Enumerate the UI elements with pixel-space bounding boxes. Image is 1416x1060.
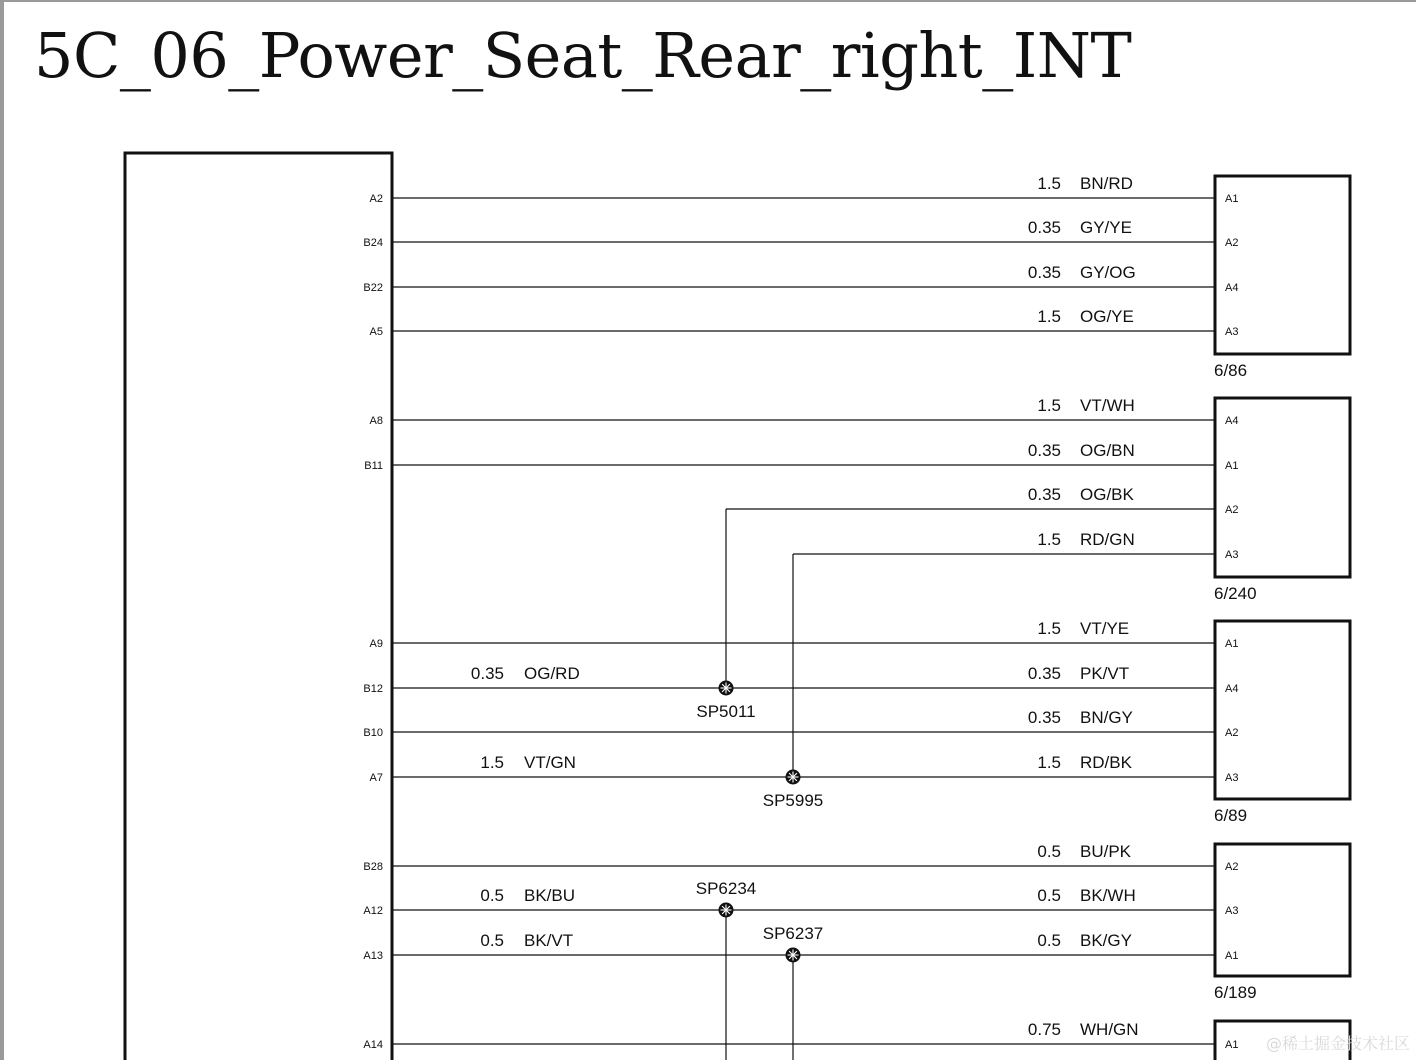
wire-w5: [370, 396, 1239, 427]
wire-color-label: BU/PK: [1080, 842, 1132, 861]
wire-gauge-label: 0.75: [1027, 1020, 1061, 1039]
connector-pin-label: A1: [1225, 1039, 1239, 1051]
wire-w8: [793, 530, 1238, 561]
wire-gauge-label: 0.35: [1027, 218, 1061, 237]
ecu-pin-label: B22: [363, 282, 383, 294]
wire-w16: [363, 1020, 1238, 1051]
wire-w2: [363, 218, 1238, 249]
wire-gauge-label: 0.35: [1027, 664, 1061, 683]
ecu-pin-label: B11: [364, 460, 383, 472]
ecu-pin-label: A13: [363, 950, 383, 962]
splice-sp2: [763, 770, 824, 811]
branch-wires: [726, 509, 793, 1060]
splice-label: SP5995: [762, 791, 824, 810]
ecu-pin-label: B28: [363, 861, 383, 873]
connector-pin-label: A4: [1225, 415, 1239, 427]
connector-c1: [1214, 176, 1350, 380]
wire-w14: [363, 886, 1238, 917]
wire-color-label: BN/GY: [1080, 708, 1133, 727]
ecu-pin-label: B10: [363, 727, 383, 739]
wires: [363, 174, 1238, 1051]
connector-pin-label: A4: [1225, 683, 1239, 695]
wire-w13: [363, 842, 1238, 873]
wire-gauge-label: 0.5: [1037, 886, 1061, 905]
connector-pin-label: A3: [1225, 326, 1239, 338]
wire-w4: [370, 307, 1239, 338]
wire-color-label-left: VT/GN: [524, 753, 576, 772]
wire-color-label: OG/BN: [1080, 441, 1135, 460]
connector-pin-label: A1: [1225, 460, 1239, 472]
wire-w9: [370, 619, 1239, 650]
wire-color-label: RD/GN: [1080, 530, 1135, 549]
splice-label: SP6237: [762, 924, 824, 943]
wire-gauge-label: 1.5: [1037, 619, 1061, 638]
connector-c3: [1214, 621, 1350, 825]
connector-pin-label: A2: [1225, 504, 1239, 516]
connector-c2: [1214, 398, 1350, 603]
wire-color-label: BK/GY: [1080, 931, 1132, 950]
connector-pin-label: A3: [1225, 772, 1239, 784]
wire-w3: [363, 263, 1238, 294]
splice-sp1: [696, 681, 755, 722]
wire-gauge-label: 1.5: [1037, 307, 1061, 326]
splices: [696, 681, 824, 963]
ecu-pin-label: A7: [369, 772, 383, 784]
wire-color-label: VT/WH: [1080, 396, 1135, 415]
wire-gauge-label: 0.35: [1027, 263, 1061, 282]
connector-pin-label: A1: [1225, 193, 1239, 205]
wire-w1: [370, 174, 1239, 205]
wire-w10: [363, 664, 1238, 695]
wire-gauge-label: 0.5: [1037, 931, 1061, 950]
wire-gauge-label: 1.5: [1037, 530, 1061, 549]
connector-pin-label: A2: [1225, 727, 1239, 739]
wire-gauge-label: 1.5: [1037, 174, 1061, 193]
wire-gauge-label-left: 0.5: [480, 886, 504, 905]
connector-pin-label: A3: [1225, 549, 1239, 561]
wire-gauge-label: 0.5: [1037, 842, 1061, 861]
ecu-pin-label: A12: [363, 905, 383, 917]
ecu-pin-label: B12: [363, 683, 383, 695]
wire-color-label: VT/YE: [1080, 619, 1130, 638]
wire-color-label: GY/OG: [1080, 263, 1136, 282]
connector-pin-label: A1: [1225, 950, 1239, 962]
connector-pin-label: A4: [1225, 282, 1239, 294]
wire-color-label: OG/BK: [1080, 485, 1134, 504]
ecu-pin-label: B24: [363, 237, 383, 249]
ecu-pin-label: A2: [369, 193, 383, 205]
connectors: [1214, 176, 1350, 1060]
ecu-pin-label: A14: [363, 1039, 383, 1051]
wire-color-label: OG/YE: [1080, 307, 1134, 326]
ecu-pin-label: A5: [369, 326, 383, 338]
wire-w12: [370, 753, 1239, 784]
wire-gauge-label-left: 1.5: [480, 753, 504, 772]
splice-sp4: [763, 924, 824, 963]
connector-pin-label: A1: [1225, 638, 1239, 650]
wire-gauge-label-left: 0.35: [470, 664, 504, 683]
watermark: @稀土掘金技术社区: [1265, 1034, 1410, 1053]
wire-color-label-left: OG/RD: [524, 664, 580, 683]
ecu-pin-label: A9: [369, 638, 383, 650]
splice-sp3: [696, 879, 757, 918]
wire-w7: [726, 485, 1238, 516]
connector-pin-label: A2: [1225, 861, 1239, 873]
wire-w11: [363, 708, 1238, 739]
wire-color-label: WH/GN: [1080, 1020, 1139, 1039]
wire-color-label: BN/RD: [1080, 174, 1133, 193]
connector-name: 6/89: [1214, 806, 1248, 825]
wire-gauge-label: 0.35: [1027, 441, 1061, 460]
wire-color-label-left: BK/VT: [524, 931, 574, 950]
wire-gauge-label: 1.5: [1037, 396, 1061, 415]
wire-w6: [364, 441, 1238, 472]
ecu-pin-label: A8: [369, 415, 383, 427]
wire-gauge-label: 0.35: [1027, 708, 1061, 727]
connector-name: 6/86: [1214, 361, 1248, 380]
wire-gauge-label: 0.35: [1027, 485, 1061, 504]
wire-color-label-left: BK/BU: [524, 886, 576, 905]
wire-gauge-label-left: 0.5: [480, 931, 504, 950]
connector-name: 6/189: [1214, 983, 1257, 1002]
wire-color-label: GY/YE: [1080, 218, 1132, 237]
control-module-box: [125, 153, 392, 1060]
wire-color-label: RD/BK: [1080, 753, 1132, 772]
splice-label: SP6234: [695, 879, 757, 898]
connector-name: 6/240: [1214, 584, 1257, 603]
wire-color-label: PK/VT: [1080, 664, 1130, 683]
connector-pin-label: A2: [1225, 237, 1239, 249]
splice-label: SP5011: [696, 702, 756, 721]
wire-color-label: BK/WH: [1080, 886, 1136, 905]
wire-gauge-label: 1.5: [1037, 753, 1061, 772]
diagram-title: 5C_06_Power_Seat_Rear_right_INT: [34, 19, 1132, 92]
connector-pin-label: A3: [1225, 905, 1239, 917]
